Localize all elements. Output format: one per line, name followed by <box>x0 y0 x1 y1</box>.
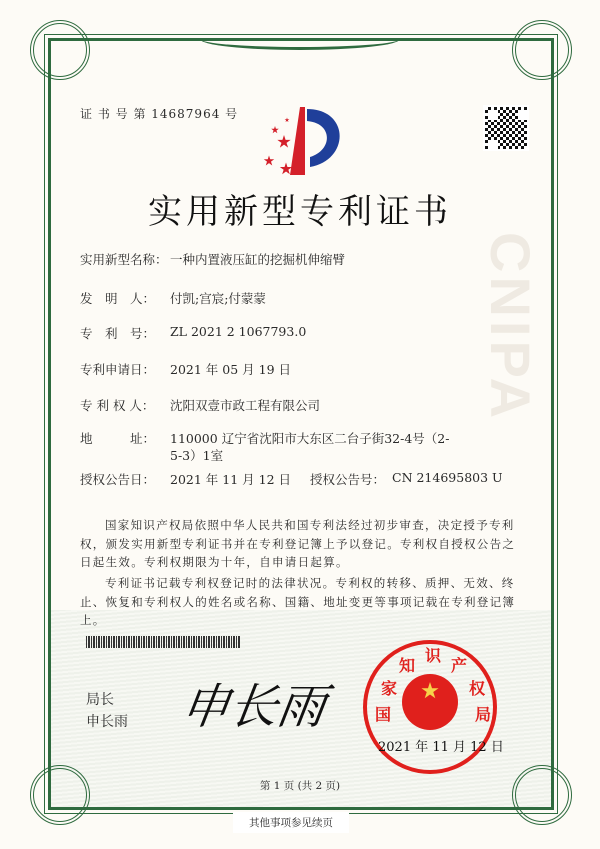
signature: 申长雨 <box>177 679 330 735</box>
field-name <box>80 250 345 268</box>
cnipa-logo-icon <box>255 105 350 180</box>
seal-char: 权 <box>469 679 486 698</box>
field-value: 110000 辽宁省沈阳市大东区二台子街32-4号（2-5-3）1室 <box>170 431 450 463</box>
field-label: 实用新型名称： <box>80 252 168 267</box>
field-address <box>80 430 460 464</box>
watermark: CNIPA <box>479 232 542 423</box>
field-value: 付凯;宫宸;付蒙蒙 <box>170 291 266 306</box>
ornament-corner <box>512 765 572 825</box>
field-value: 2021 年 11 月 12 日 <box>170 472 291 487</box>
national-emblem-icon <box>402 674 458 730</box>
paragraph: 专利证书记载专利权登记时的法律状况。专利权的转移、质押、无效、终止、恢复和专利权人的姓名或名称、国籍、地址变更等事项记载在专利登记簿上。 <box>80 576 516 627</box>
field-value: 2021 年 05 月 19 日 <box>170 362 291 377</box>
field-value: ZL 2021 2 1067793.0 <box>170 324 307 339</box>
field-label: 地 址： <box>80 431 156 446</box>
director-title: 局长 <box>86 692 114 708</box>
certificate-number: 证 书 号 第 14687964 号 <box>80 107 239 121</box>
field-label: 授权公告号： <box>310 472 386 487</box>
seal-char: 国 <box>375 705 392 724</box>
seal-char: 家 <box>381 679 398 698</box>
barcode <box>86 636 240 648</box>
ornament-corner <box>30 20 90 80</box>
field-value: 一种内置液压缸的挖掘机伸缩臂 <box>170 252 346 267</box>
seal-char: 识 <box>425 646 442 665</box>
star-icon <box>402 674 458 730</box>
field-label: 专 利 号： <box>80 326 156 341</box>
ornament-top <box>200 28 400 50</box>
field-patentee <box>80 396 320 414</box>
field-patent-number <box>80 324 306 342</box>
ornament-corner <box>30 765 90 825</box>
field-label: 专利申请日： <box>80 362 156 377</box>
field-application-date <box>80 360 291 378</box>
field-grant-date <box>80 470 503 488</box>
page-title: 实用新型专利证书 <box>148 192 452 232</box>
seal-char: 知 <box>399 656 416 675</box>
field-value: CN 214695803 U <box>392 470 503 485</box>
field-label: 授权公告日： <box>80 472 156 487</box>
qr-code[interactable] <box>483 105 529 151</box>
field-inventor <box>80 289 266 307</box>
paragraph: 国家知识产权局依照中华人民共和国专利法经过初步审查，决定授予专利权，颁发实用新型专利证书并在专利登记簿上予以登记。专利权自授权公告之日起生效。专利权期限为十年，自申请日起算。 <box>80 518 516 569</box>
director-name: 申长雨 <box>86 714 128 730</box>
seal-char: 局 <box>475 705 492 724</box>
ornament-corner <box>512 20 572 80</box>
seal-date: 2021 年 11 月 12 日 <box>378 740 504 755</box>
bottom-note: 其他事项参见续页 <box>233 812 349 833</box>
field-label: 专 利 权 人： <box>80 398 155 413</box>
field-value: 沈阳双壹市政工程有限公司 <box>170 398 321 413</box>
page-info: 第 1 页 (共 2 页) <box>259 780 341 792</box>
seal-char: 产 <box>451 656 468 675</box>
field-label: 发 明 人： <box>80 291 156 306</box>
